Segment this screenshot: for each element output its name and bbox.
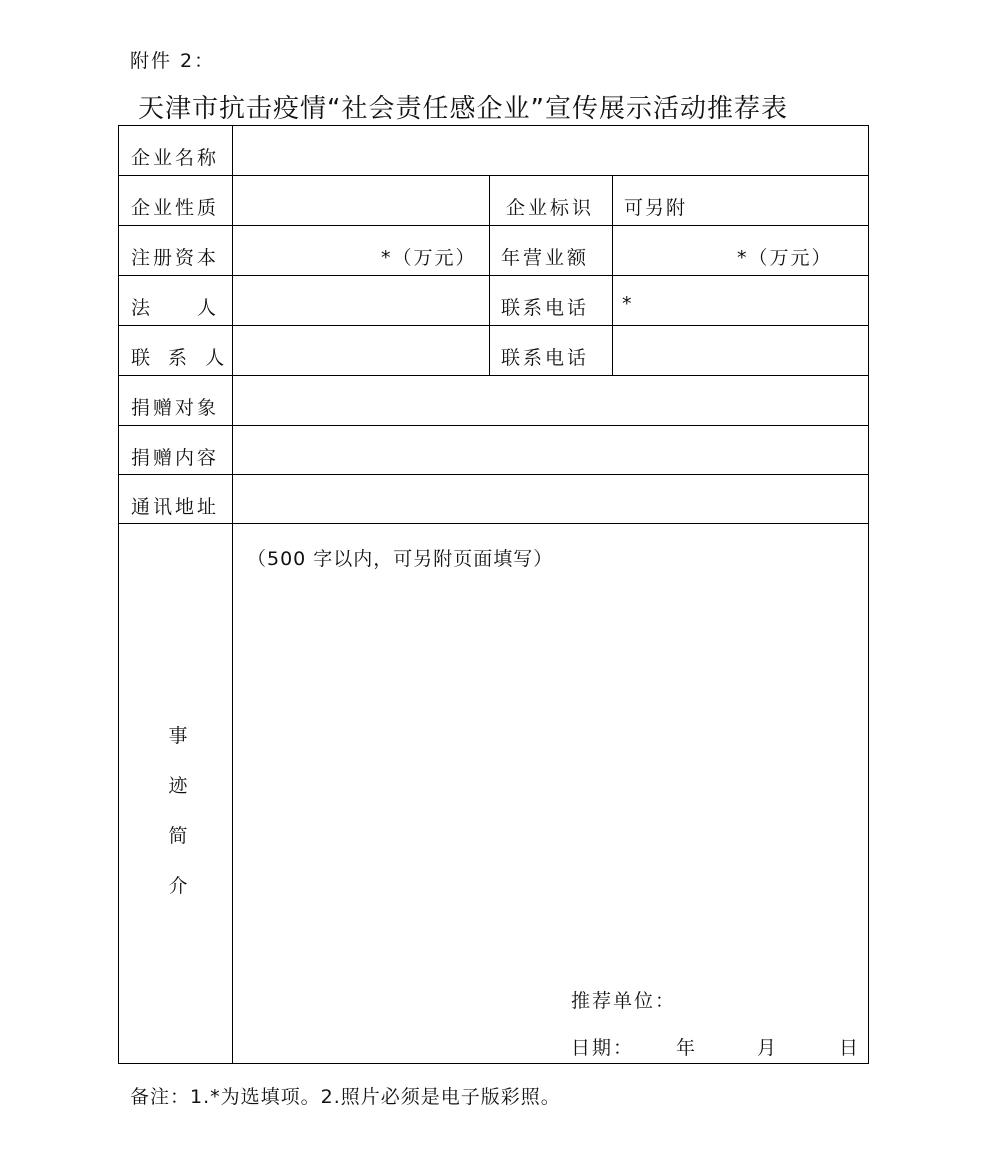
story-label-char: 事 [168,725,188,747]
registered-capital-label: 注册资本 [131,247,220,269]
year-label: 年 [676,1037,698,1059]
registered-capital-unit: *（万元） [381,247,477,269]
date-label: 日期： [571,1037,635,1059]
story-label-char: 简 [168,825,188,847]
annual-revenue-label: 年营业额 [501,247,590,269]
phone-value-1: * [622,293,634,315]
story-hint: （500 字以内，可另附页面填写） [247,548,554,570]
recommendation-form [118,125,869,1064]
column-divider [232,126,233,1063]
story-label [163,711,193,911]
recommend-unit-label: 推荐单位： [571,990,677,1012]
column-divider [612,176,613,376]
company-logo-label: 企业标识 [506,197,595,219]
annual-revenue-unit: *（万元） [737,247,833,269]
story-label-char: 迹 [168,775,188,797]
page-title: 天津市抗击疫情“社会责任感企业”宣传展示活动推荐表 [138,94,788,124]
donation-target-label: 捐赠对象 [131,397,220,419]
phone-label-2: 联系电话 [501,347,590,369]
company-name-label: 企业名称 [131,147,220,169]
company-logo-value: 可另附 [624,197,688,219]
attachment-label: 附件 2： [130,50,216,72]
address-label: 通讯地址 [131,496,220,518]
legal-person-label: 法 人 [131,297,220,319]
story-label-char: 介 [168,875,188,897]
phone-label-1: 联系电话 [501,297,590,319]
day-label: 日 [839,1037,861,1059]
contact-person-label: 联 系 人 [131,347,231,369]
month-label: 月 [757,1037,779,1059]
column-divider [489,176,490,376]
donation-content-label: 捐赠内容 [131,447,220,469]
footnote: 备注：1.*为选填项。2.照片必须是电子版彩照。 [130,1086,561,1108]
company-nature-label: 企业性质 [131,197,220,219]
